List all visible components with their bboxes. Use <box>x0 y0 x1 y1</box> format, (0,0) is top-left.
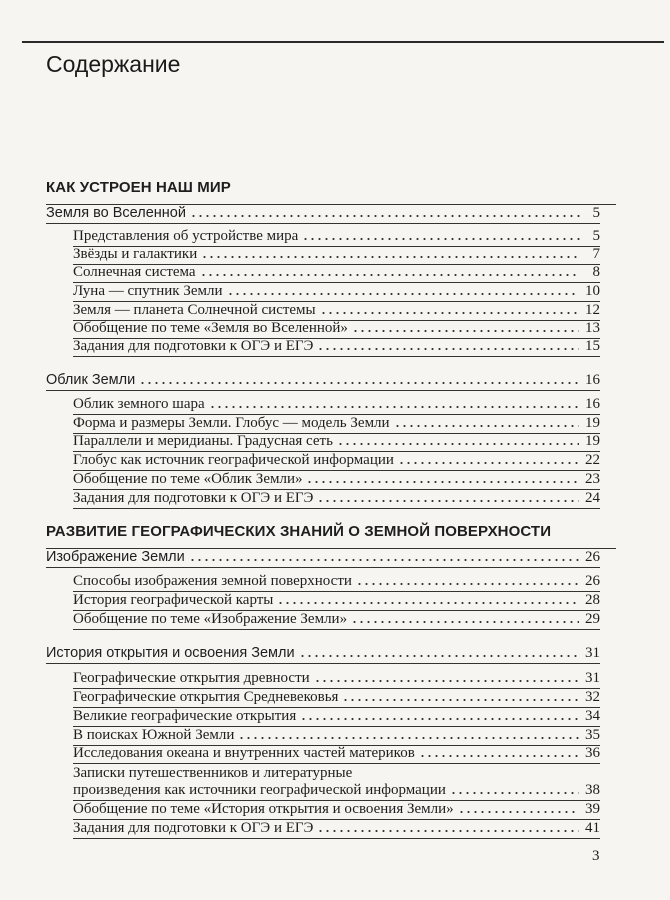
toc-item[interactable]: Солнечная система 8 <box>73 264 600 283</box>
toc-chapter[interactable]: Изображение Земли 26 <box>46 549 600 568</box>
toc-item[interactable]: Звёзды и галактики 7 <box>73 246 600 265</box>
section-heading: РАЗВИТИЕ ГЕОГРАФИЧЕСКИХ ЗНАНИЙ О ЗЕМНОЙ ПОВЕРХНОСТИ <box>46 522 616 549</box>
toc-item[interactable]: Великие географические открытия 34 <box>73 708 600 727</box>
toc-item[interactable]: произведения как источники географической информации 38 <box>73 782 600 801</box>
toc-item[interactable]: Задания для подготовки к ОГЭ и ЕГЭ 41 <box>73 820 600 839</box>
toc-chapter[interactable]: История открытия и освоения Земли 31 <box>46 645 600 664</box>
toc-item[interactable]: Географические открытия Средневековья 32 <box>73 689 600 708</box>
toc-item[interactable]: Обобщение по теме «История открытия и освоения Земли» 39 <box>73 801 600 820</box>
toc-item[interactable]: Параллели и меридианы. Градусная сеть 19 <box>73 433 600 452</box>
page-number: 3 <box>592 848 600 864</box>
toc-item-first-line[interactable]: Записки путешественников и литературные <box>73 765 353 781</box>
toc-item[interactable]: Облик земного шара 16 <box>73 396 600 415</box>
toc-item[interactable]: Луна — спутник Земли 10 <box>73 283 600 302</box>
toc-chapter[interactable]: Земля во Вселенной 5 <box>46 205 600 224</box>
toc-item[interactable]: Представления об устройстве мира 5 <box>73 228 600 247</box>
toc-item[interactable]: Обобщение по теме «Облик Земли» 23 <box>73 471 600 490</box>
toc-item[interactable]: Способы изображения земной поверхности 26 <box>73 573 600 592</box>
toc-item[interactable]: В поисках Южной Земли 35 <box>73 727 600 746</box>
toc-item[interactable]: Глобус как источник географической информации 22 <box>73 452 600 471</box>
toc-item[interactable]: Задания для подготовки к ОГЭ и ЕГЭ 15 <box>73 338 600 357</box>
toc-item[interactable]: История географической карты 28 <box>73 592 600 611</box>
toc-item[interactable]: Земля — планета Солнечной системы 12 <box>73 302 600 321</box>
toc-item[interactable]: Обобщение по теме «Земля во Вселенной» 13 <box>73 320 600 339</box>
page-title: Содержание <box>46 51 181 77</box>
toc-item[interactable]: Задания для подготовки к ОГЭ и ЕГЭ 24 <box>73 490 600 509</box>
top-rule <box>22 41 664 43</box>
toc-item[interactable]: Исследования океана и внутренних частей материков 36 <box>73 745 600 764</box>
toc-item[interactable]: Форма и размеры Земли. Глобус — модель Земли 19 <box>73 415 600 434</box>
toc-chapter[interactable]: Облик Земли 16 <box>46 372 600 391</box>
toc-item[interactable]: Географические открытия древности 31 <box>73 670 600 689</box>
section-heading: КАК УСТРОЕН НАШ МИР <box>46 178 616 205</box>
toc-item[interactable]: Обобщение по теме «Изображение Земли» 29 <box>73 611 600 630</box>
